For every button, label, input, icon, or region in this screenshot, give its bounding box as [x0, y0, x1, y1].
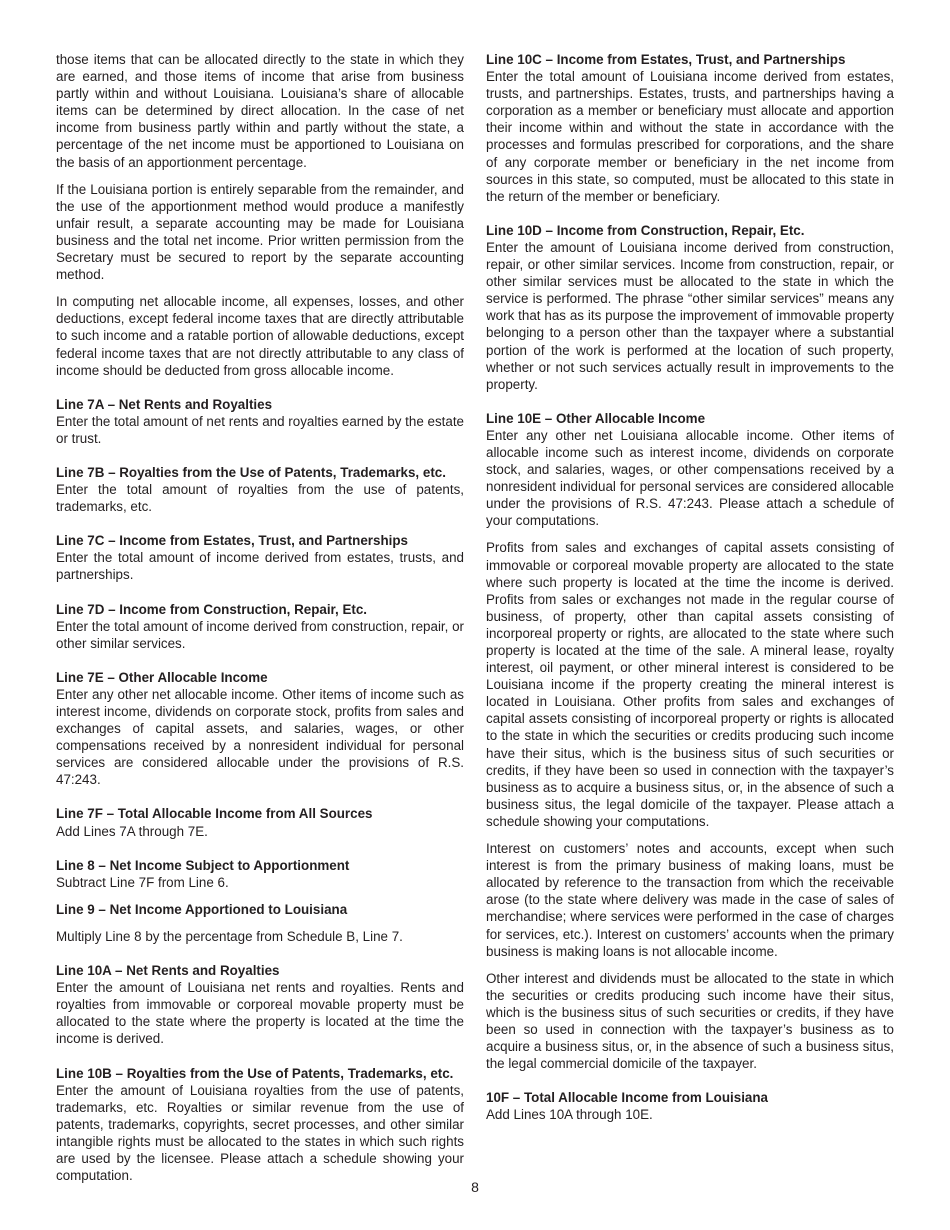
- section-heading: Line 10D – Income from Construction, Repair, Etc.: [486, 222, 805, 238]
- section-line-10e: [486, 410, 894, 530]
- section-line-10a: [56, 962, 464, 1047]
- section-body: Add Lines 7A through 7E.: [56, 823, 208, 839]
- section-line-10b: [56, 1065, 464, 1185]
- section-heading: Line 7F – Total Allocable Income from All Sources: [56, 806, 373, 822]
- section-heading: Line 10B – Royalties from the Use of Patents, Trademarks, etc.: [56, 1065, 454, 1081]
- section-body: Enter the total amount of royalties from the use of patents, trademarks, etc.: [56, 482, 464, 515]
- section-body: Enter the amount of Louisiana income derived from construction, repair, or other similar services. Income from construction, repair, or other similar services must be allocated to the state in which the service is performed. The phrase “other similar services” means any work that has as its purpose the improvement of immovable property belonging to a person other than the taxpayer where a substantial portion of the work is performed at the location of such property, whether or not such services actually result in improvements to the property.: [486, 239, 894, 392]
- section-heading: 10F – Total Allocable Income from Louisiana: [486, 1090, 769, 1106]
- section-heading: Line 7B – Royalties from the Use of Patents, Trademarks, etc.: [56, 464, 446, 480]
- section-body: Subtract Line 7F from Line 6.: [56, 874, 229, 890]
- section-line-7b: [56, 464, 464, 515]
- section-line-8: [56, 857, 464, 891]
- section-line-10c: [486, 51, 894, 205]
- left-column: [56, 51, 464, 1201]
- section-heading: Line 7E – Other Allocable Income: [56, 669, 268, 685]
- section-heading: Line 7D – Income from Construction, Repair, Etc.: [56, 601, 368, 617]
- body-paragraph: Interest on customers’ notes and accounts, except when such interest is from the primary business of making loans, must be allocated by reference to the transaction from which the receivable arose (to the state where delivery was made in the case of sales of merchandise; where services were performed in the case of charges for services, etc.). Interest on customers’ accounts when the primary business is making loans is not allocable income.: [486, 841, 894, 959]
- section-body: Enter the total amount of Louisiana income derived from estates, trusts, and partnerships. Estates, trusts, and partnerships having a corporation as a member or beneficiary must allocate and apportion their income within and without the state in accordance with the processes and formulas prescribed for corporations, and the share of any corporate member or beneficiary in the net income from sources in this state, so computed, must be allocated to this state in the return of the member or beneficiary.: [486, 69, 894, 204]
- section-line-7a: [56, 396, 464, 447]
- right-column: [486, 51, 894, 1140]
- section-line-7e: [56, 669, 464, 789]
- section-heading: Line 7C – Income from Estates, Trust, and Partnerships: [56, 533, 408, 549]
- section-heading: Line 10E – Other Allocable Income: [486, 410, 706, 426]
- section-body: Add Lines 10A through 10E.: [486, 1107, 653, 1123]
- section-line-10d: [486, 222, 894, 393]
- section-body: Enter the amount of Louisiana royalties from the use of patents, trademarks, etc. Royalties or similar revenue from the use of patents, trademarks, copyrights, secret processes, and other similar intangible rights must be allocated to the states in which such rights are used by the licensee. Please attach a schedule showing your computation.: [56, 1082, 464, 1184]
- page-number: 8: [471, 1179, 479, 1195]
- section-heading: Line 10C – Income from Estates, Trust, and Partnerships: [486, 52, 846, 67]
- section-line-10f: [486, 1089, 894, 1123]
- section-body: Enter the total amount of income derived from estates, trusts, and partnerships.: [56, 550, 464, 583]
- section-body: Enter any other net allocable income. Other items of income such as interest income, dividends on corporate stock, profits from sales and exchanges of capital assets, and salaries, wages, or other compensations received by a nonresident individual for personal services are considered allocable under the provisions of R.S. 47:243.: [56, 686, 464, 788]
- section-heading: Line 8 – Net Income Subject to Apportionment: [56, 857, 350, 873]
- intro-paragraph: If the Louisiana portion is entirely separable from the remainder, and the use of the apportionment method would produce a manifestly unfair result, a separate accounting may be made for Louisiana business and the total net income. Prior written permission from the Secretary must be secured to report by the separate accounting method.: [56, 181, 464, 283]
- body-paragraph: Other interest and dividends must be allocated to the state in which the securities or credits producing such income have their situs, which is the business situs of such securities or credits, if they have been so used in connection with the taxpayer’s business as to acquire a business situs, or, in the absence of such a business situs, the legal commercial domicile of the taxpayer.: [486, 970, 894, 1072]
- section-line-7d: [56, 601, 464, 652]
- section-heading: Line 7A – Net Rents and Royalties: [56, 396, 273, 412]
- section-line-7f: [56, 805, 464, 839]
- section-body: Enter the amount of Louisiana net rents and royalties. Rents and royalties from immovable or corporeal movable property must be allocated to the state where the property is located at the time the income is derived.: [56, 980, 464, 1047]
- intro-paragraph: those items that can be allocated directly to the state in which they are earned, and those items of income that arise from business partly within and without Louisiana. Louisiana’s share of allocable items can be determined by direct allocation. In the case of net income from business partly within and partly without the state, a percentage of the net income must be apportioned to Louisiana on the basis of an apportionment percentage.: [56, 52, 464, 170]
- section-line-7c: [56, 532, 464, 583]
- section-body: Enter the total amount of income derived from construction, repair, or other similar services.: [56, 618, 464, 651]
- intro-paragraph: In computing net allocable income, all expenses, losses, and other deductions, except federal income taxes that are directly attributable to such income and a ratable portion of allowable deductions, except federal income taxes that are not directly attributable to any class of income should be deducted from gross allocable income.: [56, 294, 464, 378]
- section-line-9: [56, 901, 464, 945]
- section-body: Enter the total amount of net rents and royalties earned by the estate or trust.: [56, 413, 464, 446]
- section-body: Multiply Line 8 by the percentage from Schedule B, Line 7.: [56, 928, 403, 944]
- section-heading: Line 10A – Net Rents and Royalties: [56, 963, 280, 979]
- section-heading: Line 9 – Net Income Apportioned to Louisiana: [56, 901, 348, 917]
- section-body: Enter any other net Louisiana allocable income. Other items of allocable income such as interest income, dividends on corporate stock, and salaries, wages, or other compensations received by a nonresident individual for personal services are considered allocable under the provisions of R.S. 47:243. Please attach a schedule of your computations.: [486, 427, 894, 529]
- body-paragraph: Profits from sales and exchanges of capital assets consisting of immovable or corporeal movable property are allocated to the state where such property is located at the time the income is derived. Profits from sales or exchanges not made in the regular course of business, of property, other than capital assets consisting of incorporeal property or rights, are allocated to the state where such property is located at the time of the sale. A mineral lease, royalty interest, oil payment, or other mineral interest is considered to be Louisiana income if the property creating the mineral interest is located in Louisiana. Other profits from sales and exchanges of capital assets consisting of incorporeal property or rights is allocated to the state in which the securities or credits producing such income have their situs, which is the business situs of such securities or credits, if they have been so used in connection with the taxpayer’s business as to acquire a business situs, or, in the absence of such a business situs, the legal domicile of the taxpayer. Please attach a schedule showing your computations.: [486, 540, 894, 829]
